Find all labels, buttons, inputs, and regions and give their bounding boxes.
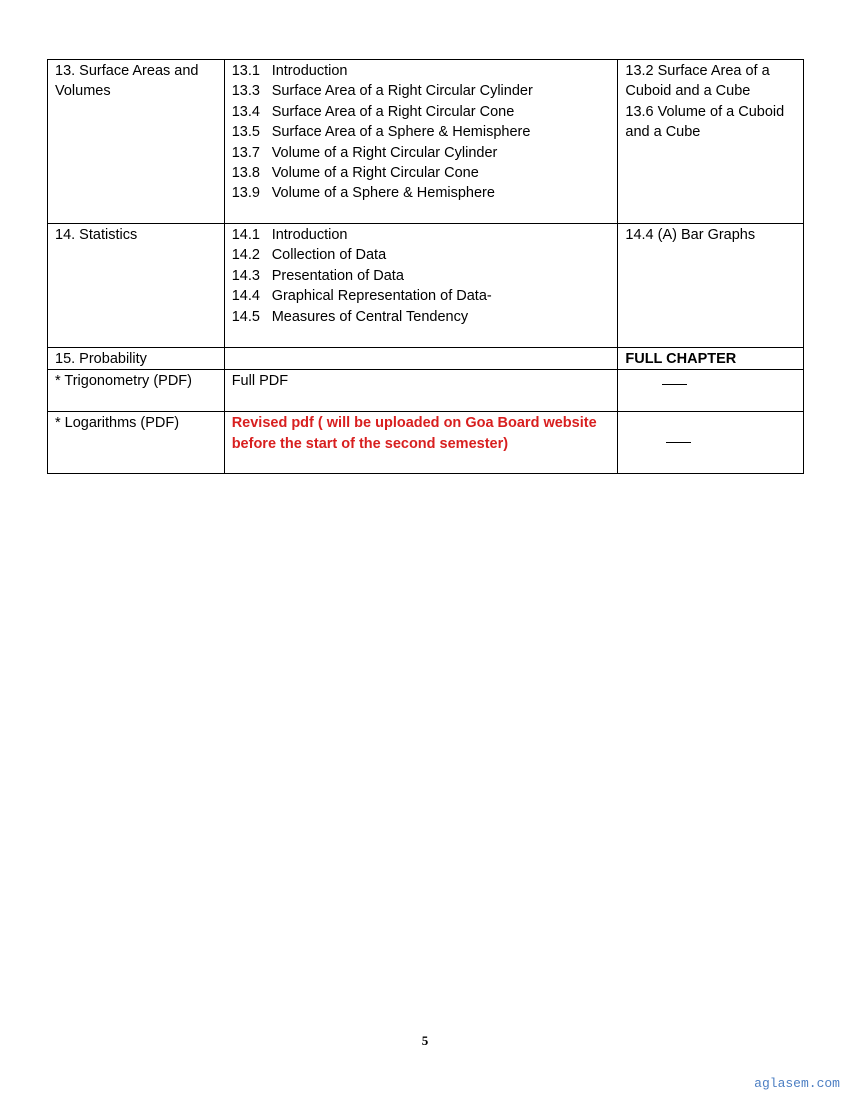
topic-number: 14.1 bbox=[231, 227, 260, 243]
deleted-topics-cell bbox=[618, 60, 804, 224]
topic-text: Volume of a Right Circular Cylinder bbox=[271, 144, 498, 161]
chapter-cell bbox=[48, 60, 225, 224]
topic-number: 13.8 bbox=[231, 165, 260, 182]
table-row bbox=[48, 224, 804, 348]
topic-text: Surface Area of a Sphere & Hemisphere bbox=[271, 124, 531, 141]
chapter-cell bbox=[48, 348, 225, 370]
content-text: Full PDF bbox=[231, 373, 289, 390]
topic-text: Presentation of Data bbox=[271, 267, 404, 284]
topic-item bbox=[232, 61, 611, 81]
table-row bbox=[48, 370, 804, 412]
deleted-topic: 14.4 (A) Bar Graphs bbox=[625, 227, 756, 243]
topic-item bbox=[232, 307, 611, 327]
watermark: aglasem.com bbox=[754, 1076, 840, 1091]
chapter-cell bbox=[48, 224, 225, 348]
deleted-topics-cell bbox=[618, 348, 804, 370]
chapter-title: * Logarithms (PDF) bbox=[55, 415, 180, 432]
topic-item bbox=[232, 81, 611, 101]
topic-text: Volume of a Right Circular Cone bbox=[271, 165, 479, 182]
topics-cell bbox=[224, 370, 618, 412]
chapter-title: * Trigonometry (PDF) bbox=[55, 373, 192, 390]
topics-cell bbox=[224, 60, 618, 224]
topic-item bbox=[232, 143, 611, 163]
topic-item bbox=[232, 163, 611, 183]
full-chapter-label: FULL CHAPTER bbox=[625, 351, 737, 367]
chapter-title: 13. Surface Areas and Volumes bbox=[55, 63, 199, 100]
deleted-topics-cell bbox=[618, 370, 804, 412]
chapter-cell bbox=[48, 412, 225, 474]
topics-cell bbox=[224, 412, 618, 474]
topic-number: 14.2 bbox=[231, 247, 260, 264]
topics-cell bbox=[224, 348, 618, 370]
topics-cell bbox=[224, 224, 618, 348]
topic-item bbox=[232, 245, 611, 265]
topic-number: 13.4 bbox=[231, 103, 260, 120]
topic-item bbox=[232, 122, 611, 142]
chapter-cell bbox=[48, 370, 225, 412]
topic-text: Surface Area of a Right Circular Cone bbox=[271, 103, 515, 120]
topic-item bbox=[232, 183, 611, 203]
topic-number: 14.3 bbox=[231, 267, 260, 284]
topic-text: Introduction bbox=[271, 227, 348, 243]
topic-number: 13.9 bbox=[231, 185, 260, 202]
topic-text: Volume of a Sphere & Hemisphere bbox=[271, 185, 495, 202]
topic-text: Collection of Data bbox=[271, 247, 387, 264]
topic-number: 14.4 bbox=[231, 288, 260, 305]
deleted-topics-cell bbox=[618, 412, 804, 474]
page-number: 5 bbox=[421, 1033, 429, 1048]
topic-text: Introduction bbox=[271, 63, 348, 79]
deleted-topics-cell bbox=[618, 224, 804, 348]
topic-number: 13.3 bbox=[231, 83, 260, 100]
topic-number: 13.7 bbox=[231, 144, 260, 161]
table-row bbox=[48, 348, 804, 370]
topic-text: Surface Area of a Right Circular Cylinder bbox=[271, 83, 533, 100]
deleted-topic: 13.6 Volume of a Cuboid and a Cube bbox=[625, 103, 785, 141]
topic-text: Measures of Central Tendency bbox=[271, 308, 469, 325]
topic-number: 14.5 bbox=[231, 308, 260, 325]
syllabus-table bbox=[47, 59, 804, 474]
deleted-topic: 13.2 Surface Area of a Cuboid and a Cube bbox=[625, 63, 770, 100]
topic-item bbox=[232, 266, 611, 286]
topic-item bbox=[232, 102, 611, 122]
chapter-title: 14. Statistics bbox=[55, 227, 138, 243]
topic-item bbox=[232, 286, 611, 306]
blank-dash bbox=[666, 442, 691, 443]
blank-dash bbox=[662, 384, 687, 385]
table-row bbox=[48, 60, 804, 224]
revised-pdf-note: Revised pdf ( will be uploaded on Goa Board website before the start of the second semester) bbox=[231, 415, 597, 452]
topic-number: 13.1 bbox=[231, 63, 260, 79]
topic-text: Graphical Representation of Data- bbox=[271, 288, 492, 305]
table-row bbox=[48, 412, 804, 474]
topic-number: 13.5 bbox=[231, 124, 260, 141]
chapter-title: 15. Probability bbox=[55, 351, 147, 367]
topic-item bbox=[232, 225, 611, 245]
